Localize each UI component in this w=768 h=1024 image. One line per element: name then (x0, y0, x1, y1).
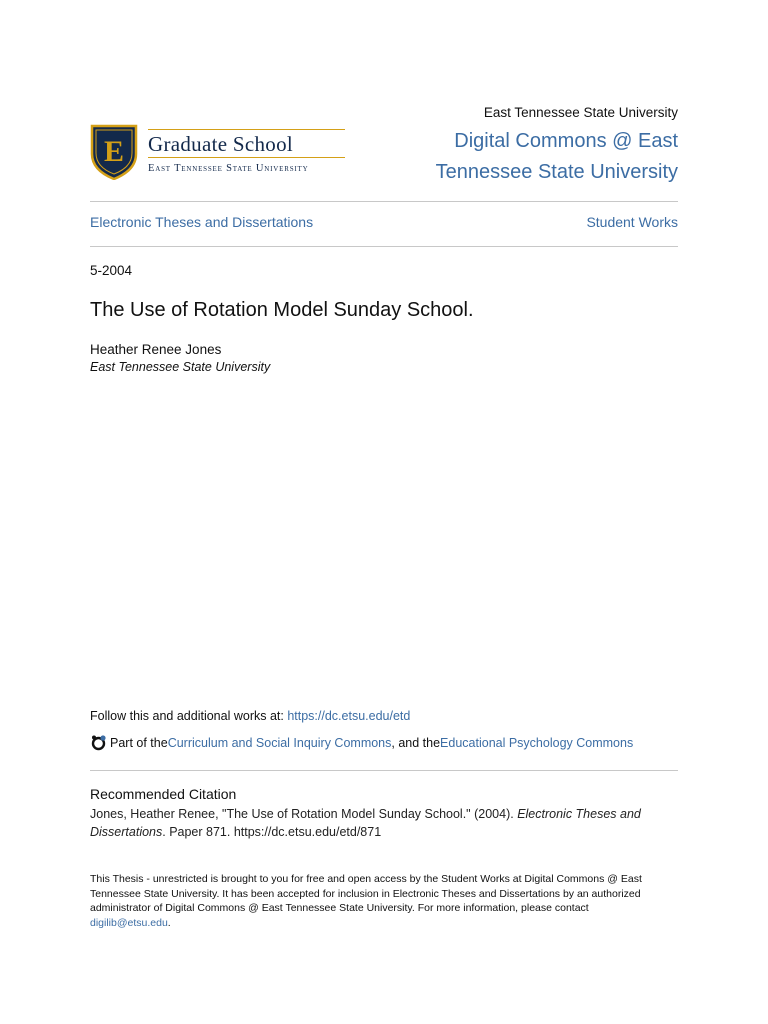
part-of-prefix: Part of the (110, 735, 168, 750)
logo-rule-bottom (148, 157, 345, 158)
document-title: The Use of Rotation Model Sunday School. (90, 299, 474, 321)
recommended-citation-heading: Recommended Citation (90, 786, 237, 802)
collection-link[interactable]: Electronic Theses and Dissertations (90, 214, 314, 230)
author-affiliation: East Tennessee State University (90, 360, 271, 374)
citation-part-2: . Paper 871. https://dc.etsu.edu/etd/871 (162, 825, 382, 839)
educational-psychology-commons-link[interactable]: Educational Psychology Commons (440, 735, 634, 750)
part-of-middle: , and the (391, 735, 441, 750)
notice-text: This Thesis - unrestricted is brought to you for free and open access by the Student Works at Digital Commons @ East Tennessee State University. It has been accepted for inclusion in Electronic Theses and Dissertations by an authorized administrator of Digital Commons @ East Tennessee State University. For more information, please contact (90, 873, 642, 914)
follow-url-link[interactable]: https://dc.etsu.edu/etd (287, 709, 411, 723)
logo-rule-top (148, 129, 345, 130)
part-of-line (90, 734, 633, 751)
repository-line-1: Digital Commons @ East (454, 130, 678, 152)
shield-letter: E (103, 135, 125, 168)
notice-end: . (167, 916, 171, 929)
citation-series: Electronic Theses and Dissertations (90, 807, 641, 839)
follow-prefix: Follow this and additional works at: (90, 709, 288, 723)
repository-header (378, 104, 678, 188)
divider-nav (90, 246, 678, 247)
access-notice (90, 872, 670, 930)
etsu-shield-icon (90, 124, 138, 180)
commons-network-icon (90, 734, 107, 751)
divider-top (90, 201, 678, 202)
divider-citation (90, 770, 678, 771)
graduate-school-logo[interactable] (90, 124, 350, 180)
logo-title: Graduate School (148, 132, 294, 156)
repository-line-2: Tennessee State University (435, 161, 678, 183)
curriculum-commons-link[interactable]: Curriculum and Social Inquiry Commons (167, 735, 392, 750)
repository-link[interactable] (378, 126, 678, 188)
institution-name: East Tennessee State University (483, 105, 678, 120)
section-link[interactable]: Student Works (586, 214, 678, 230)
citation-text (90, 805, 678, 841)
citation-part-1: Jones, Heather Renee, "The Use of Rotation Model Sunday School." (2004). (90, 807, 518, 821)
publication-date: 5-2004 (90, 263, 133, 278)
contact-email-link[interactable]: digilib@etsu.edu (90, 916, 168, 929)
logo-wordmark (148, 126, 348, 176)
logo-subtitle: East Tennessee State University (148, 163, 309, 174)
author-name: Heather Renee Jones (90, 342, 222, 357)
follow-line (90, 709, 410, 723)
